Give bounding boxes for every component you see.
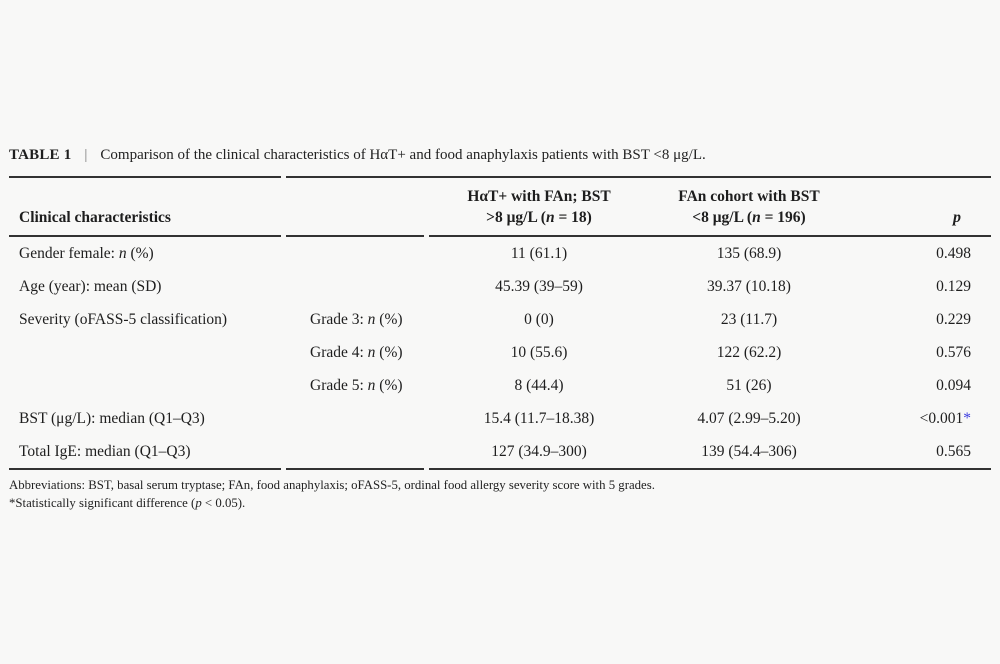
header-hat-line2: >8 μg/L (n = 18)	[486, 209, 592, 226]
header-fan-line1: FAn cohort with BST	[678, 188, 820, 205]
cell-fan-value: 135 (68.9)	[716, 244, 782, 262]
row-label: Age (year): mean (SD)	[19, 277, 162, 295]
cell-p-value: 0.094	[936, 376, 971, 394]
row-sublabel: Grade 5: n (%)	[310, 376, 403, 394]
header-fan-line2: <8 μg/L (n = 196)	[692, 209, 806, 226]
rule-segment	[429, 468, 991, 470]
table-row-severity-grade3	[9, 303, 991, 336]
rule-segment	[9, 235, 281, 237]
cell-hat-value: 45.39 (39–59)	[495, 277, 583, 295]
table-row-bst	[9, 402, 991, 435]
table-footnotes	[9, 477, 991, 512]
cell-hat-value: 0 (0)	[524, 310, 554, 328]
table-caption	[9, 144, 991, 166]
table1	[9, 144, 991, 512]
table-row-age	[9, 270, 991, 303]
table-header-row	[9, 178, 991, 235]
rule-header-bottom	[9, 235, 991, 237]
cell-p-value: <0.001*	[919, 409, 971, 427]
header-fan-cohort	[654, 186, 844, 228]
header-hat-cohort	[424, 186, 654, 228]
rule-table-bottom	[9, 468, 991, 470]
cell-p-value: 0.576	[936, 343, 971, 361]
table-row-total-ige	[9, 435, 991, 468]
cell-hat-value: 8 (44.4)	[514, 376, 564, 394]
row-label: Total IgE: median (Q1–Q3)	[19, 442, 191, 460]
footnote-significance: *Statistically significant difference (p < 0.05).	[9, 495, 246, 510]
cell-p-value: 0.498	[936, 244, 971, 262]
cell-fan-value: 139 (54.4–306)	[701, 442, 797, 460]
rule-segment	[286, 235, 424, 237]
table-row-gender	[9, 237, 991, 270]
row-label: Severity (oFASS-5 classification)	[19, 310, 228, 328]
footnote-abbreviations: Abbreviations: BST, basal serum tryptase; FAn, food anaphylaxis; oFASS-5, ordinal food allergy severity score with 5 grades.	[9, 478, 655, 492]
header-p-value: p	[953, 209, 961, 226]
cell-fan-value: 122 (62.2)	[716, 343, 782, 361]
rule-segment	[286, 176, 991, 178]
rule-segment	[9, 468, 281, 470]
row-label: Gender female: n (%)	[19, 244, 154, 262]
cell-fan-value: 39.37 (10.18)	[707, 277, 791, 295]
table-label: TABLE 1	[9, 147, 72, 163]
cell-fan-value: 51 (26)	[726, 376, 772, 394]
table-row-severity-grade4	[9, 336, 991, 369]
rule-segment	[286, 468, 424, 470]
cell-fan-value: 4.07 (2.99–5.20)	[697, 409, 801, 427]
caption-text: Comparison of the clinical characteristics of HαT+ and food anaphylaxis patients with BST <8 μg/L.	[100, 147, 706, 163]
cell-hat-value: 11 (61.1)	[510, 244, 568, 262]
row-label: BST (μg/L): median (Q1–Q3)	[19, 409, 205, 427]
header-clinical-characteristics: Clinical characteristics	[19, 209, 171, 226]
cell-hat-value: 10 (55.6)	[510, 343, 568, 361]
rule-segment	[9, 176, 281, 178]
cell-p-value: 0.229	[936, 310, 971, 328]
caption-separator: |	[84, 147, 88, 163]
table-row-severity-grade5	[9, 369, 991, 402]
rule-top	[9, 176, 991, 178]
row-sublabel: Grade 4: n (%)	[310, 343, 403, 361]
header-hat-line1: HαT+ with FAn; BST	[467, 188, 611, 205]
cell-p-value: 0.565	[936, 442, 971, 460]
rule-segment	[429, 235, 991, 237]
cell-hat-value: 15.4 (11.7–18.38)	[483, 409, 595, 427]
row-sublabel: Grade 3: n (%)	[310, 310, 403, 328]
cell-hat-value: 127 (34.9–300)	[491, 442, 587, 460]
cell-p-value: 0.129	[936, 277, 971, 295]
cell-fan-value: 23 (11.7)	[720, 310, 778, 328]
